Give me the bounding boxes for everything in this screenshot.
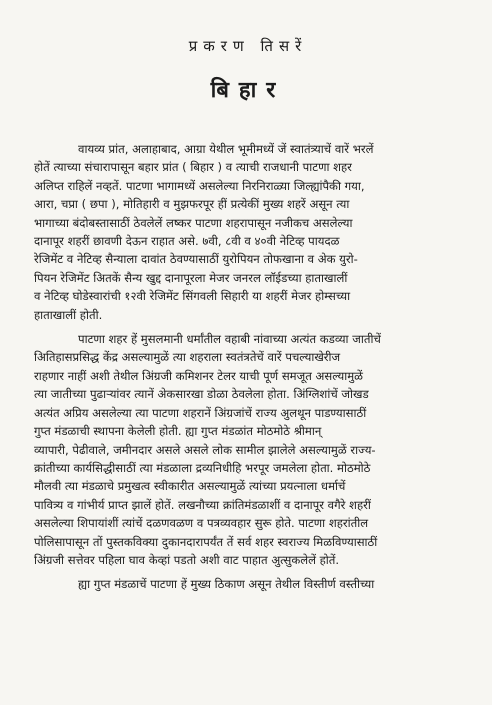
text-line: अिंग्रजी सत्तेवर पहिला घाव केव्हां पडतो अशी वाट पाहात अुत्सुकलेलें होतें. [34,552,340,567]
chapter-title: बिहार [210,78,286,103]
text-line: हाताखालीं होती. [34,307,103,322]
text-line: गुप्त मंडळाची स्थापना केलेली होती. ह्या गुप्त मंडळांत मोठमोठे श्रीमान् [34,424,322,439]
text-line: पोलिसापासून तों पुस्तकविक्या दुकानदारापर्यंत तें सर्व शहर स्वराज्य मिळविण्यासाठीं [34,534,378,549]
text-line: पावित्र्य व गांभीर्य प्राप्त झालें होतें. लखनौच्या क्रांतिमंडळाशीं व दानापूर वगैरे शहरीं [34,497,371,512]
paragraph-3 [34,575,462,593]
text-line: होतें त्याच्या संचारापासून बहार प्रांत ( बिहार ) व त्याची राजधानी पाटणा शहर [34,160,352,175]
text-line: अलिप्त राहिलें नव्हतें. पाटणा भागामध्यें असलेल्या निरनिराळ्या जिल्ह्यांपैकी गया, [34,178,365,193]
text-line: दानापूर शहरीं छावणी देऊन राहात असे. ७वी, ८वी व ४०वी नेटिव्ह पायदळ [34,234,340,249]
paragraph-2 [34,330,462,569]
text-line: व्यापारी, पेढीवाले, जमीनदार असले असले लोक सामील झालेले असल्यामुळें राज्य- [34,442,376,457]
paragraph-1 [34,140,462,324]
text-line: मौलवी त्या मंडळाचे प्रमुखत्व स्वीकारीत असल्यामुळें त्यांच्या प्रयत्नाला धर्माचें [34,479,346,494]
chapter-label: प्रकरण तिसरें [188,37,308,55]
text-line: अितिहासप्रसिद्ध केंद्र असल्यामुळें त्या शहराला स्वतंत्रतेचें वारें पचल्याखेरीज [34,350,341,365]
text-line: पियन रेजिमेंट अितकें सैन्य खुद्द दानापूरला मेजर जनरल लॉईडच्या हाताखालीं [34,270,348,285]
text-line: पाटणा शहर हें मुसलमानी धर्मांतील वहाबी नांवाच्या अत्यंत कडव्या जातीचें [78,332,381,347]
text-line: रेजिमेंट व नेटिव्ह सैन्याला दावांत ठेवण्यासाठीं युरोपियन तोफखाना व अेक युरो- [34,252,358,267]
text-line: त्या जातीच्या पुढाऱ्यांवर त्यानें अेकसारखा डोळा ठेवलेला होता. अिंग्लिशांचें जोखड [34,387,369,402]
text-line: वायव्य प्रांत, अलाहाबाद, आग्रा येथील भूमीमध्यें जें स्वातंत्र्याचें वारें भरलें [78,142,374,156]
text-line: क्रांतीच्या कार्यसिद्धीसाठीं त्या मंडळाला द्रव्यनिधीहि भरपूर जमलेला होता. मोठमोठे [34,460,371,475]
text-line: राहणार नाहीं अशी तेथील अिंग्रजी कमिशनर टेलर याची पूर्ण समजूत असल्यामुळें [34,368,363,383]
text-line: व नेटिव्ह घोडेस्वारांची १२वी रेजिमेंट सिंगवली सिहारी या शहरीं मेजर होम्सच्या [34,289,351,304]
text-line: भागाच्या बंदोबस्तासाठीं ठेवलेलें लष्कर पाटणा शहरापासून नजीकच असलेल्या [34,215,353,230]
text-line: अत्यंत अप्रिय असलेल्या त्या पाटणा शहरानें अिंग्रजांचें राज्य अुलथून पाडण्यासाठीं [34,405,367,420]
text-line: असलेल्या शिपायांशीं त्यांचें दळणवळण व पत्रव्यवहार सुरू होते. पाटणा शहरांतील [34,516,369,531]
text-line: ह्या गुप्त मंडळाचें पाटणा हें मुख्य ठिकाण असून तेथील विस्तीर्ण वस्तीच्या [78,577,375,592]
text-line: आरा, चप्रा ( छपा ), मोतिहारी व मुझफरपूर हीं प्रत्येकीं मुख्य शहरें असून त्या [34,197,350,212]
